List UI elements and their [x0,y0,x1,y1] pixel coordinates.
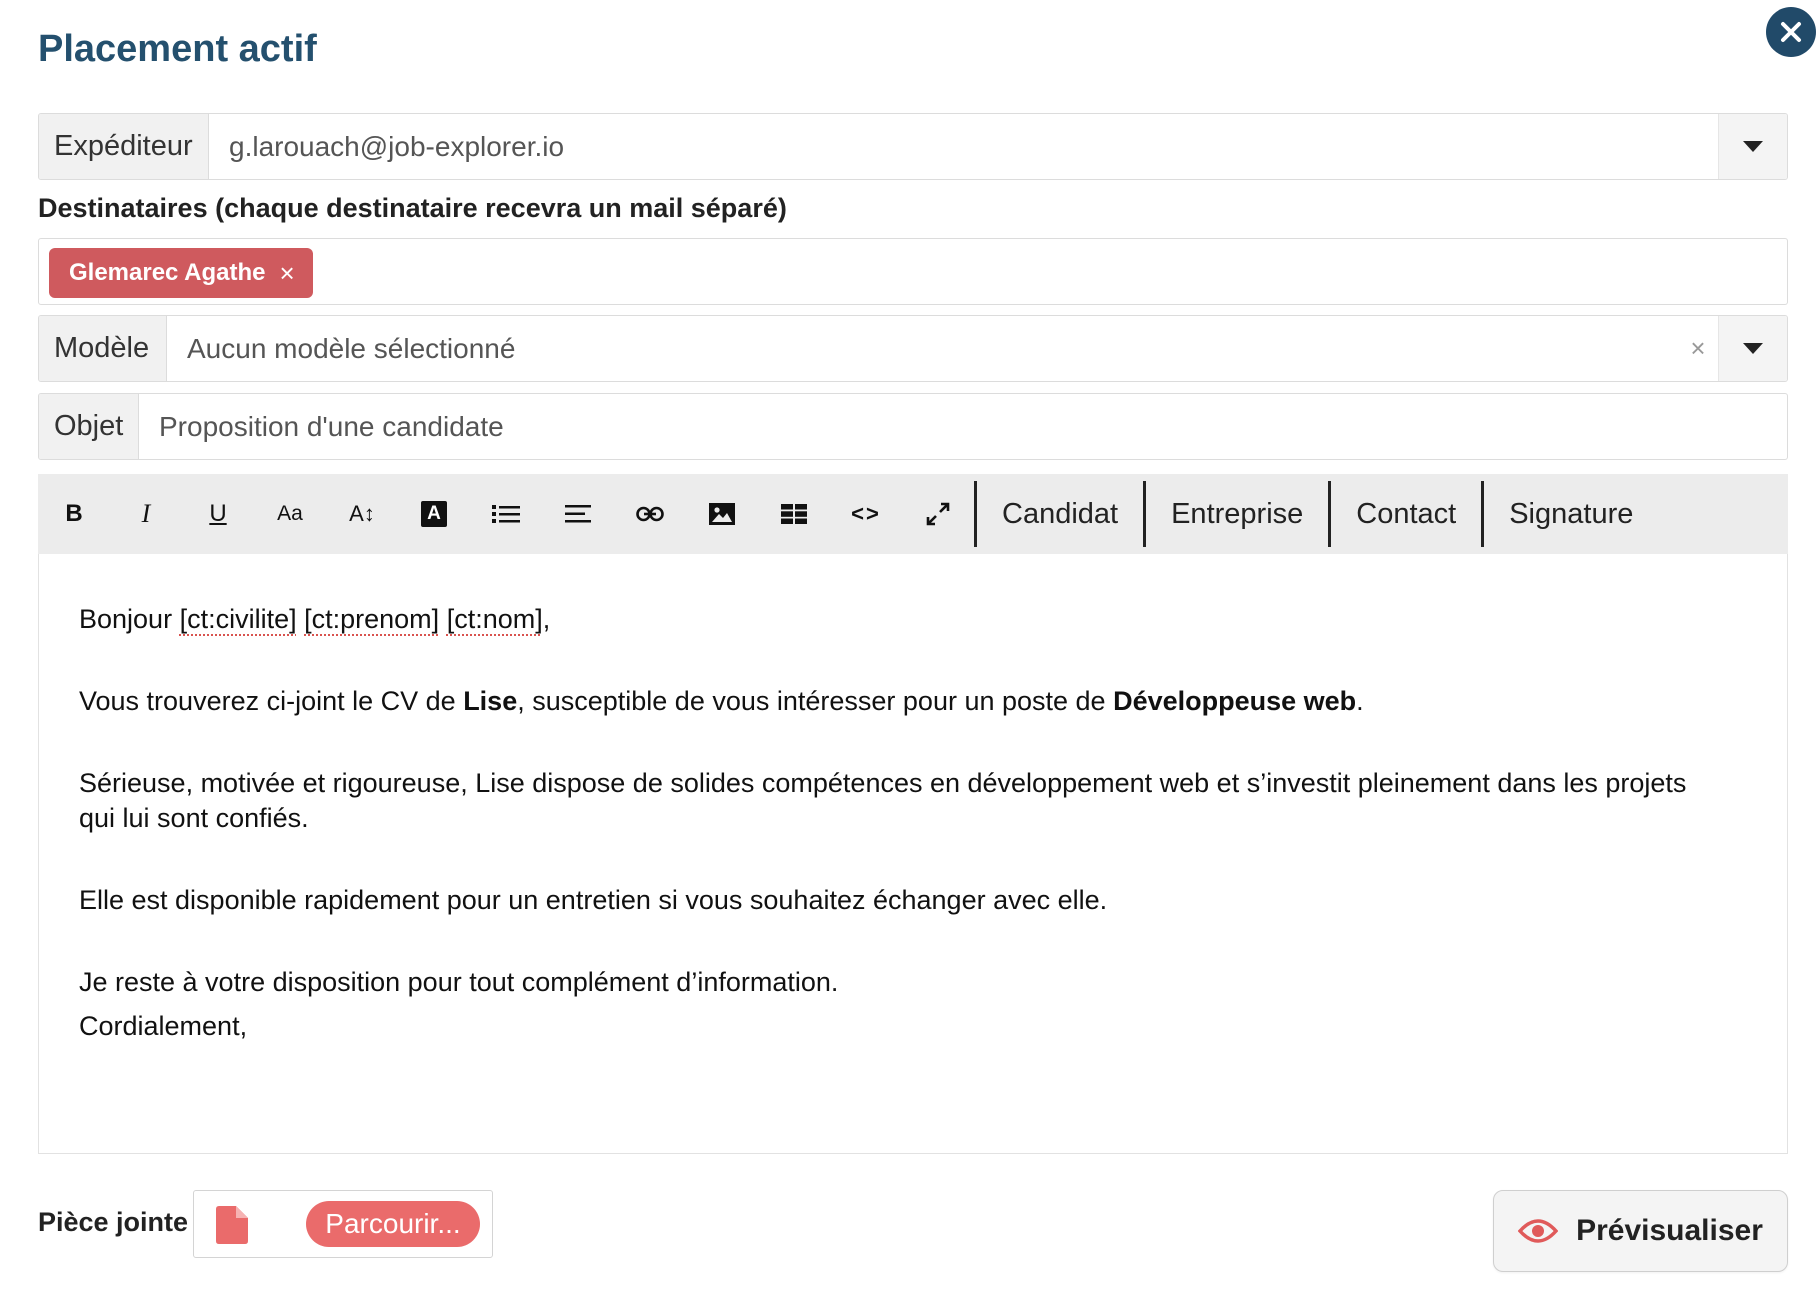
italic-icon: I [141,499,151,528]
bold-button[interactable] [38,474,110,554]
fullscreen-button[interactable] [902,474,974,554]
eye-icon [1518,1217,1558,1245]
body-paragraph-skills-line2: qui lui sont confiés. [79,803,309,833]
body-signoff: Cordialement, [79,1011,248,1041]
placeholder-civilite: [ct:civilite] [179,604,297,634]
attachment-file-input[interactable] [193,1190,493,1258]
remove-recipient-icon[interactable]: × [279,257,295,288]
table-icon [781,504,807,524]
greeting-prefix: Bonjour [79,604,180,634]
cv-text-middle: , susceptible de vous intéresser pour un poste de [517,686,1114,716]
recipients-label: Destinataires (chaque destinataire recevra un mail séparé) [38,193,787,223]
font-size-icon: Aa [277,502,303,525]
image-icon [709,503,735,525]
text-color-icon: A [421,501,447,527]
link-icon [636,506,664,522]
code-view-button[interactable] [830,474,902,554]
template-label: Modèle [39,316,167,381]
caret-down-icon [1743,343,1763,354]
greeting-suffix: , [542,604,551,634]
line-height-button[interactable] [326,474,398,554]
body-paragraph-skills-line1: Sérieuse, motivée et rigoureuse, Lise dispose de solides compétences en développement web et s’investit pleinement dans les projets [79,768,1687,798]
browse-button[interactable]: Parcourir... [306,1201,480,1247]
dialog-title: Placement actif [38,28,317,70]
sender-label: Expéditeur [39,114,209,179]
email-body-editor[interactable] [38,554,1788,1154]
body-paragraph-closing: Je reste à votre disposition pour tout complément d’information. [79,967,839,997]
job-title: Développeuse web [1113,686,1357,716]
cv-text-end: . [1356,686,1364,716]
subject-input[interactable]: Proposition d'une candidate [159,410,504,442]
file-icon [216,1206,248,1244]
fullscreen-icon [925,501,951,527]
font-size-button[interactable] [254,474,326,554]
template-dropdown-toggle[interactable] [1718,316,1787,381]
subject-label: Objet [39,394,139,459]
cv-text-start: Vous trouverez ci-joint le CV de [79,686,464,716]
close-button[interactable] [1766,7,1816,57]
template-value[interactable]: Aucun modèle sélectionné [187,332,516,364]
align-button[interactable] [542,474,614,554]
link-button[interactable] [614,474,686,554]
subject-row [38,393,1788,460]
table-button[interactable] [758,474,830,554]
close-icon [1780,21,1802,43]
line-height-icon: A↕ [349,501,375,526]
body-paragraph-availability: Elle est disponible rapidement pour un entretien si vous souhaitez échanger avec elle. [79,885,1108,915]
align-icon [565,504,591,524]
code-view-icon: <> [851,501,881,526]
candidate-name: Lise [463,686,518,716]
template-select[interactable] [38,315,1788,382]
candidat-menu[interactable]: Candidat [1002,497,1119,530]
sender-dropdown-toggle[interactable] [1718,114,1787,179]
bullet-list-icon [492,503,520,525]
image-button[interactable] [686,474,758,554]
recipient-tag-name: Glemarec Agathe [69,259,266,286]
placeholder-prenom: [ct:prenom] [304,604,440,634]
sender-value[interactable]: g.larouach@job-explorer.io [229,130,565,162]
clear-template-icon[interactable]: × [1690,333,1706,363]
editor-toolbar [38,474,1788,554]
caret-down-icon [1743,141,1763,152]
bold-icon: B [65,500,83,527]
placeholder-nom: [ct:nom] [446,604,543,634]
text-color-button[interactable] [398,474,470,554]
underline-icon: U [209,500,227,527]
greeting-line [79,604,550,635]
sender-select[interactable] [38,113,1788,180]
contact-menu[interactable]: Contact [1356,497,1457,530]
entreprise-menu[interactable]: Entreprise [1171,497,1304,530]
preview-label: Prévisualiser [1576,1214,1763,1247]
preview-button[interactable] [1493,1190,1788,1272]
bullet-list-button[interactable] [470,474,542,554]
signature-menu[interactable]: Signature [1509,497,1634,530]
body-paragraph-cv [79,686,1364,717]
italic-button[interactable] [110,474,182,554]
recipient-tag [49,248,313,298]
recipients-input[interactable] [38,238,1788,305]
underline-button[interactable] [182,474,254,554]
attachment-label: Pièce jointe [38,1207,189,1237]
